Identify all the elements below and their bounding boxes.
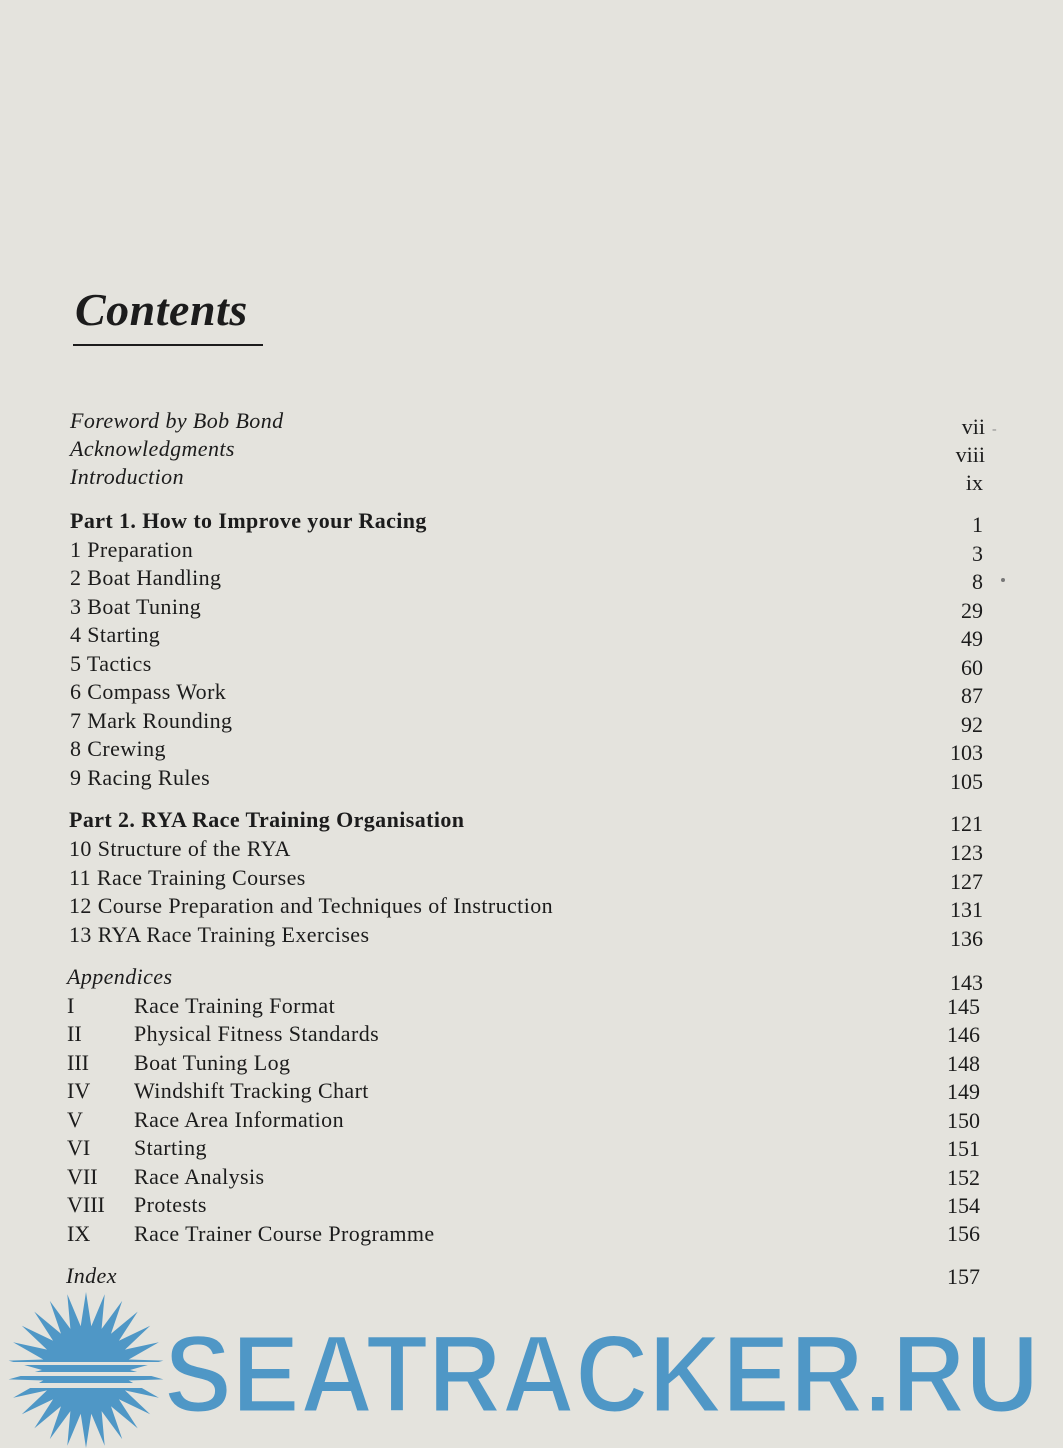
entry-page: 103 bbox=[950, 740, 983, 765]
toc-appendices-heading[interactable] bbox=[0, 964, 1063, 995]
entry-page: 131 bbox=[950, 897, 983, 922]
entry-page: 49 bbox=[961, 626, 983, 651]
toc-entry-chapter-13[interactable] bbox=[0, 922, 1063, 950]
entry-label: 2 Boat Handling bbox=[70, 565, 222, 590]
entry-label: Race Training Format bbox=[134, 993, 336, 1018]
appendix-number: III bbox=[67, 1050, 89, 1075]
entry-label: 13 RYA Race Training Exercises bbox=[69, 922, 370, 947]
entry-page: 29 bbox=[961, 598, 983, 623]
entry-label: Race Analysis bbox=[134, 1164, 265, 1189]
entry-page: viii bbox=[955, 442, 985, 467]
toc-entry-chapter-9[interactable] bbox=[0, 765, 1063, 793]
entry-page: 152 bbox=[947, 1165, 980, 1190]
entry-label: Windshift Tracking Chart bbox=[134, 1078, 369, 1103]
entry-page: 151 bbox=[947, 1136, 980, 1161]
entry-page: 154 bbox=[947, 1193, 980, 1218]
entry-page: 149 bbox=[947, 1079, 980, 1104]
entry-label: Introduction bbox=[70, 464, 184, 489]
entry-page: vii bbox=[961, 414, 985, 439]
entry-page: 1 bbox=[972, 512, 983, 537]
entry-label: 9 Racing Rules bbox=[70, 765, 211, 790]
entry-label: Acknowledgments bbox=[70, 436, 235, 461]
appendix-number: VI bbox=[67, 1135, 91, 1160]
entry-page: 146 bbox=[947, 1022, 980, 1047]
title-underline bbox=[73, 344, 263, 346]
toc-entry-chapter-1[interactable] bbox=[0, 537, 1063, 565]
entry-label: 3 Boat Tuning bbox=[70, 594, 202, 619]
entry-page: 136 bbox=[950, 926, 983, 951]
appendix-number: V bbox=[67, 1107, 83, 1132]
entry-label: Protests bbox=[134, 1192, 207, 1217]
entry-page: 143 bbox=[950, 970, 983, 995]
appendices-heading: Appendices bbox=[67, 964, 173, 989]
entry-label: 7 Mark Rounding bbox=[70, 708, 233, 733]
toc-entry-index[interactable] bbox=[0, 1263, 1063, 1291]
entry-page: 157 bbox=[947, 1264, 980, 1289]
appendix-number: VIII bbox=[67, 1192, 105, 1217]
appendix-number: IV bbox=[67, 1078, 91, 1103]
toc-entry-chapter-5[interactable] bbox=[0, 651, 1063, 679]
entry-page: 105 bbox=[950, 769, 983, 794]
appendix-number: VII bbox=[67, 1164, 98, 1189]
entry-page: 148 bbox=[947, 1051, 980, 1076]
entry-label: 10 Structure of the RYA bbox=[69, 836, 291, 861]
entry-label: 12 Course Preparation and Techniques of Instruction bbox=[69, 893, 554, 918]
entry-label: Foreword by Bob Bond bbox=[70, 408, 284, 433]
sun-icon bbox=[0, 1292, 175, 1448]
toc-entry-appendix-6[interactable] bbox=[0, 1135, 1063, 1163]
toc-part-1-heading[interactable] bbox=[0, 508, 1063, 536]
entry-page: 145 bbox=[947, 994, 980, 1019]
toc-entry-introduction[interactable] bbox=[0, 464, 1063, 495]
toc-entry-chapter-3[interactable] bbox=[0, 594, 1063, 622]
appendix-number: IX bbox=[67, 1221, 91, 1246]
entry-label: Starting bbox=[134, 1135, 207, 1160]
appendix-number: I bbox=[67, 993, 75, 1018]
toc-part-2-heading[interactable] bbox=[0, 807, 1063, 835]
entry-label: 11 Race Training Courses bbox=[69, 865, 306, 890]
toc-entry-appendix-1[interactable] bbox=[0, 993, 1063, 1021]
toc-entry-appendix-9[interactable] bbox=[0, 1221, 1063, 1249]
toc-entry-acknowledgments[interactable] bbox=[0, 436, 1063, 467]
page-title: Contents bbox=[75, 284, 248, 335]
toc-entry-appendix-5[interactable] bbox=[0, 1107, 1063, 1135]
entry-label: Race Trainer Course Programme bbox=[134, 1221, 435, 1246]
toc-entry-chapter-6[interactable] bbox=[0, 679, 1063, 707]
part-heading: Part 2. RYA Race Training Organisation bbox=[69, 807, 465, 832]
toc-entry-appendix-3[interactable] bbox=[0, 1050, 1063, 1078]
toc-entry-chapter-8[interactable] bbox=[0, 736, 1063, 764]
entry-page: 3 bbox=[972, 541, 983, 566]
entry-label: 8 Crewing bbox=[70, 736, 166, 761]
toc-entry-appendix-4[interactable] bbox=[0, 1078, 1063, 1106]
entry-page: 150 bbox=[947, 1108, 980, 1133]
entry-label: 6 Compass Work bbox=[70, 679, 227, 704]
entry-page: 123 bbox=[950, 840, 983, 865]
toc-entry-foreword[interactable] bbox=[0, 408, 1063, 439]
entry-label: Index bbox=[66, 1263, 117, 1288]
toc-entry-appendix-7[interactable] bbox=[0, 1164, 1063, 1192]
entry-page: 92 bbox=[961, 712, 983, 737]
entry-label: 5 Tactics bbox=[70, 651, 152, 676]
toc-entry-chapter-4[interactable] bbox=[0, 622, 1063, 650]
toc-entry-chapter-2[interactable] bbox=[0, 565, 1063, 593]
toc-entry-chapter-11[interactable] bbox=[0, 865, 1063, 893]
entry-page: 60 bbox=[961, 655, 983, 680]
entry-page: 127 bbox=[950, 869, 983, 894]
entry-label: Race Area Information bbox=[134, 1107, 344, 1132]
toc-entry-chapter-7[interactable] bbox=[0, 708, 1063, 736]
stray-dot bbox=[1001, 578, 1005, 582]
entry-label: Physical Fitness Standards bbox=[134, 1021, 380, 1046]
entry-label: 4 Starting bbox=[70, 622, 161, 647]
appendix-number: II bbox=[67, 1021, 82, 1046]
watermark-text: SEATRACKER.RU bbox=[164, 1313, 1039, 1436]
entry-page: 121 bbox=[950, 811, 983, 836]
entry-page: 87 bbox=[961, 683, 983, 708]
entry-page: 8 bbox=[972, 569, 983, 594]
entry-label: 1 Preparation bbox=[70, 537, 194, 562]
toc-entry-chapter-10[interactable] bbox=[0, 836, 1063, 864]
entry-label: Boat Tuning Log bbox=[134, 1050, 291, 1075]
toc-entry-appendix-8[interactable] bbox=[0, 1192, 1063, 1220]
toc-entry-chapter-12[interactable] bbox=[0, 893, 1063, 921]
entry-page: ix bbox=[965, 470, 983, 495]
toc-entry-appendix-2[interactable] bbox=[0, 1021, 1063, 1049]
stray-mark: ‐ bbox=[992, 422, 997, 437]
watermark bbox=[0, 1290, 1063, 1448]
part-heading: Part 1. How to Improve your Racing bbox=[70, 508, 427, 533]
entry-page: 156 bbox=[947, 1221, 980, 1246]
